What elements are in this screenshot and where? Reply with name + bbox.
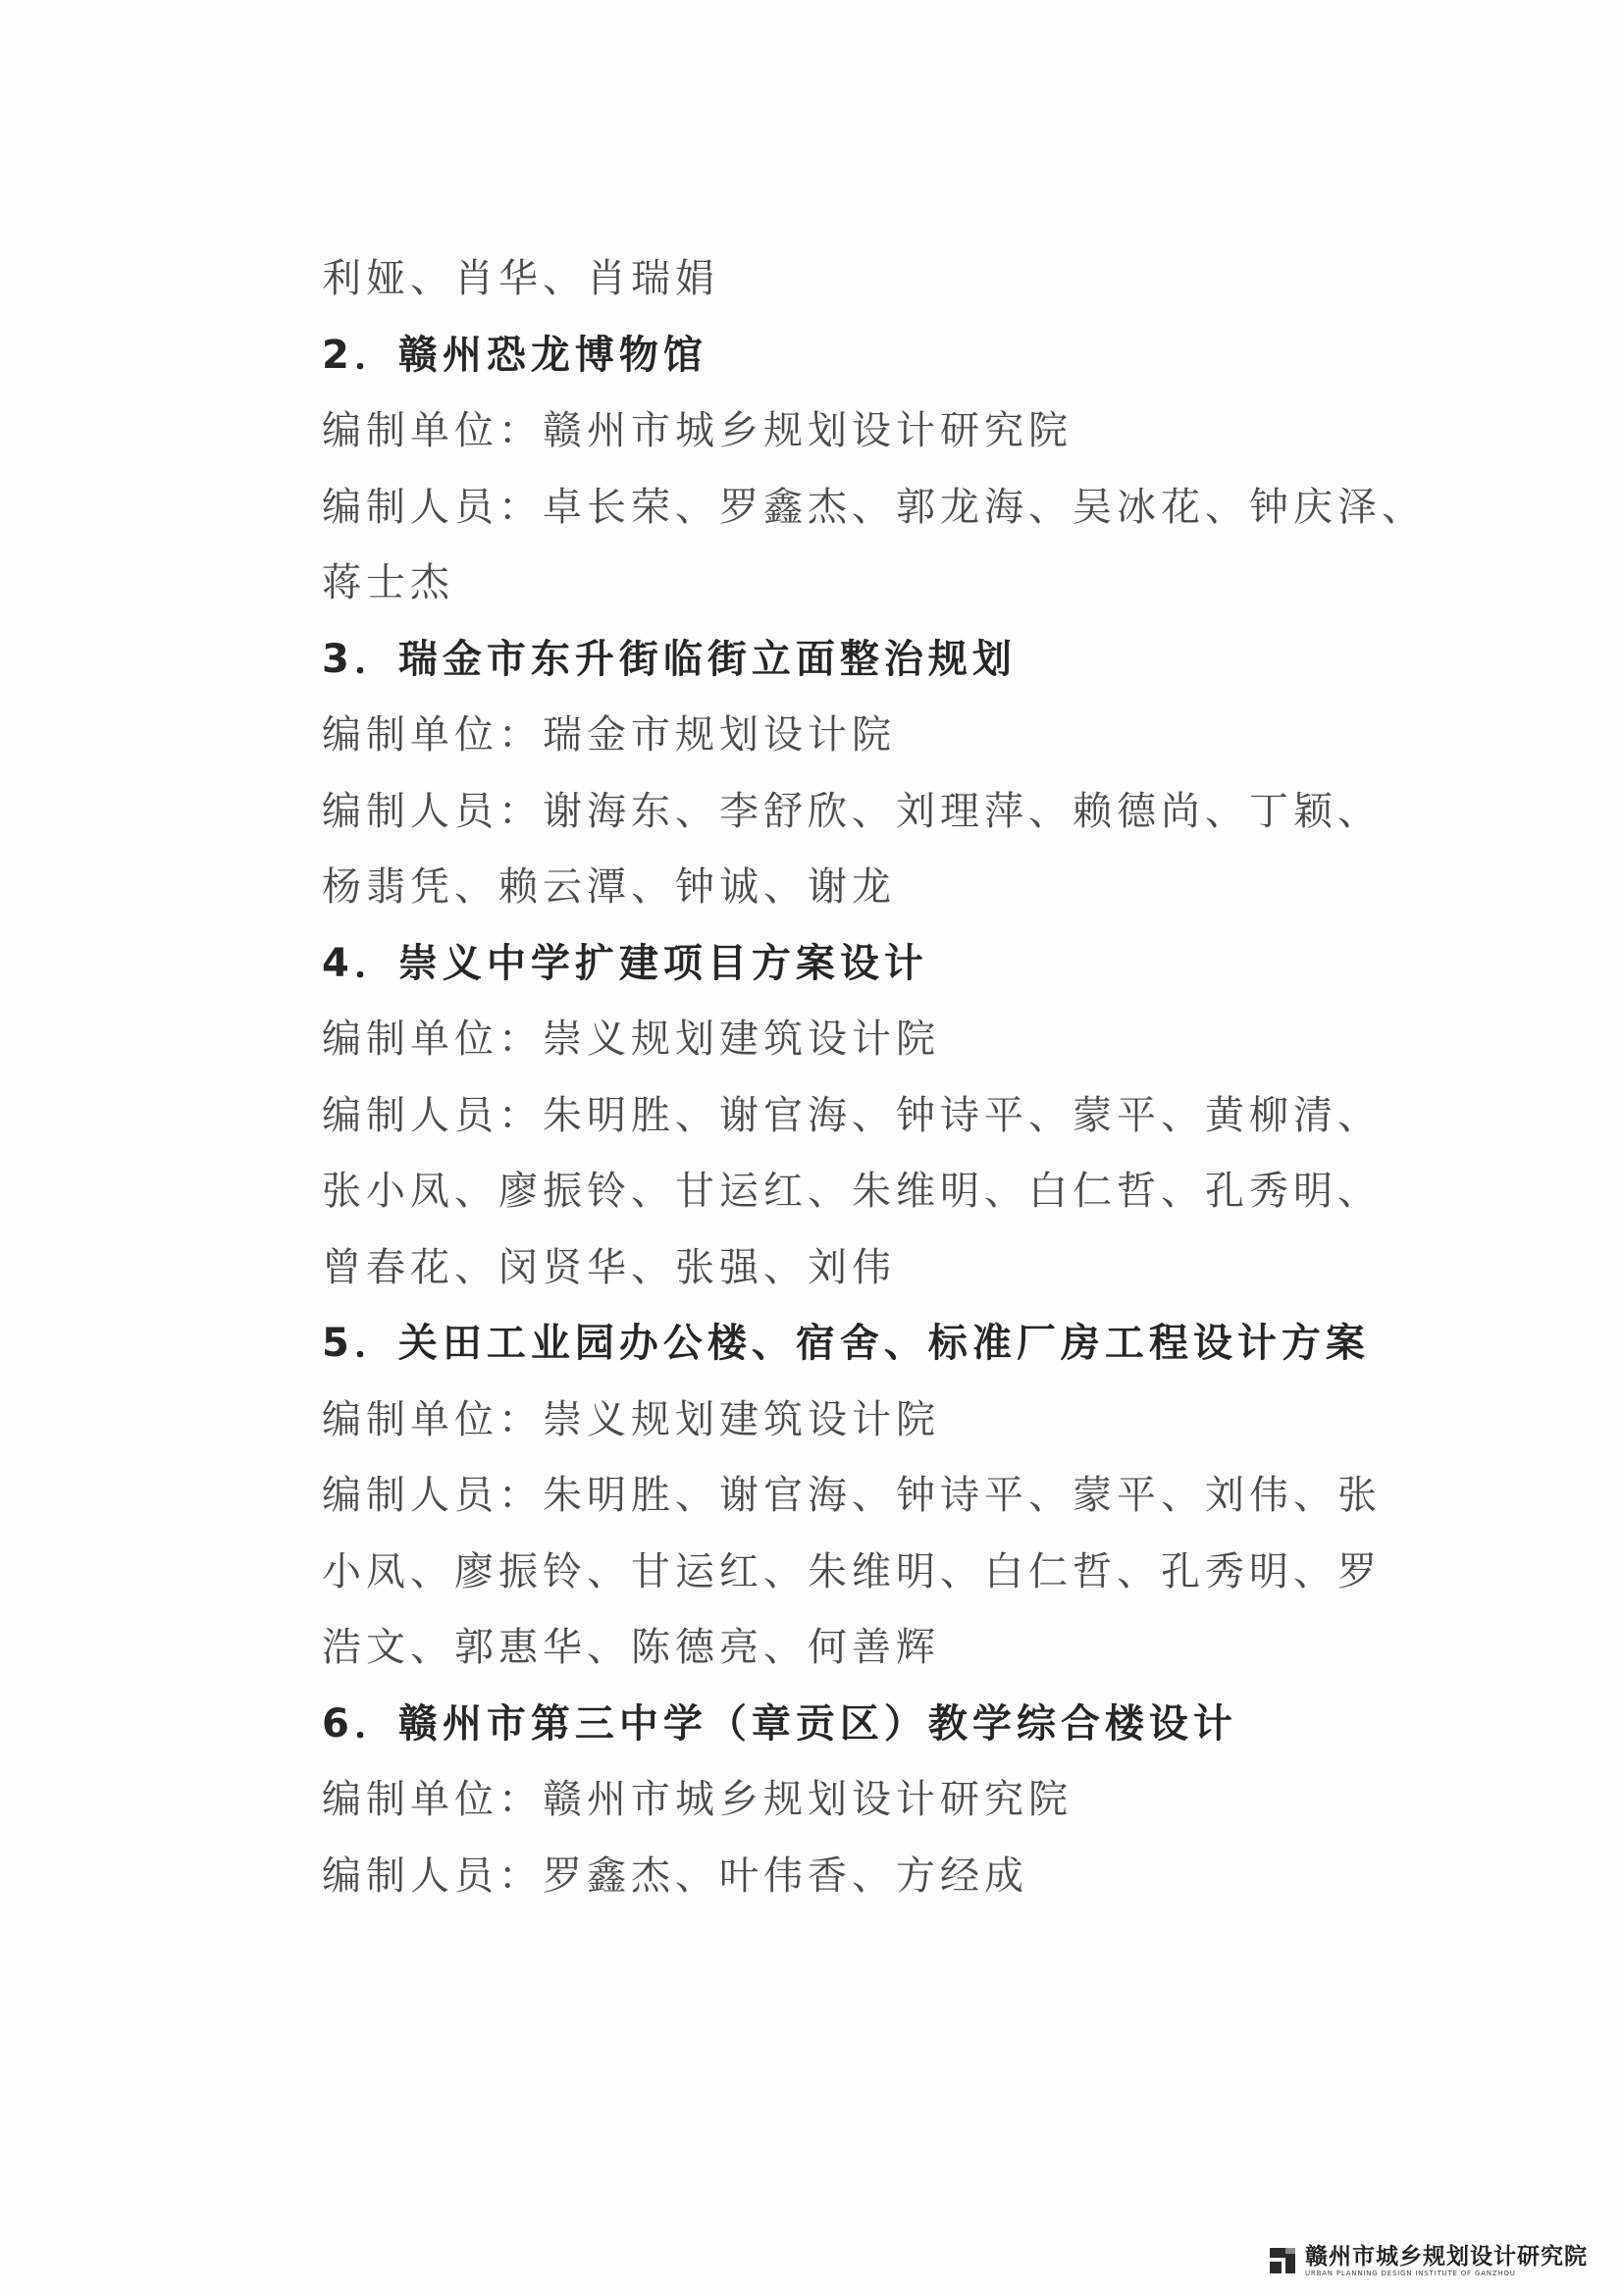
project-heading: 6．赣州市第三中学（章贡区）教学综合楼设计: [322, 1700, 1237, 1747]
text-line: 编制单位：崇义规划建筑设计院: [322, 1017, 940, 1062]
text-line: 编制人员：朱明胜、谢官海、钟诗平、蒙平、刘伟、张: [322, 1473, 1382, 1518]
org-name-cn: 赣州市城乡规划设计研究院: [1305, 2242, 1588, 2270]
text-line: 小凤、廖振铃、甘运红、朱维明、白仁哲、孔秀明、罗: [322, 1548, 1382, 1594]
text-line: 杨翡凭、赖云潭、钟诚、谢龙: [322, 864, 896, 910]
text-line: 张小凤、廖振铃、甘运红、朱维明、白仁哲、孔秀明、: [322, 1169, 1382, 1214]
text-line: 编制人员：卓长荣、罗鑫杰、郭龙海、吴冰花、钟庆泽、: [322, 484, 1426, 530]
text-line: 编制人员：谢海东、李舒欣、刘理萍、赖德尚、丁颖、: [322, 788, 1382, 834]
text-line: 曾春花、闵贤华、张强、刘伟: [322, 1244, 896, 1290]
project-heading: 3．瑞金市东升街临街立面整治规划: [322, 636, 1017, 682]
logo-text: [1305, 2244, 1588, 2278]
text-line: 编制单位：赣州市城乡规划设计研究院: [322, 408, 1073, 453]
org-name-en: URBAN PLANNING DESIGN INSTITUTE OF GANZHOU: [1305, 2269, 1516, 2277]
project-heading: 2．赣州恐龙博物馆: [322, 332, 707, 378]
text-line: 编制单位：崇义规划建筑设计院: [322, 1396, 940, 1442]
text-line: 利娅、肖华、肖瑞娟: [322, 256, 719, 301]
text-line: 编制单位：赣州市城乡规划设计研究院: [322, 1777, 1073, 1822]
document-body: [322, 241, 1426, 1914]
project-heading: 4．崇义中学扩建项目方案设计: [322, 940, 928, 986]
footer-logo: [1268, 2241, 1588, 2280]
project-heading: 5．关田工业园办公楼、宿舍、标准厂房工程设计方案: [322, 1321, 1370, 1366]
institute-logo-icon: [1268, 2246, 1297, 2275]
text-line: 编制人员：罗鑫杰、叶伟香、方经成: [322, 1852, 1028, 1899]
text-line: 编制人员：朱明胜、谢官海、钟诗平、蒙平、黄柳清、: [322, 1092, 1382, 1138]
text-line: 蒋士杰: [322, 560, 454, 605]
text-line: 编制单位：瑞金市规划设计院: [322, 712, 896, 757]
text-line: 浩文、郭惠华、陈德亮、何善辉: [322, 1625, 940, 1670]
